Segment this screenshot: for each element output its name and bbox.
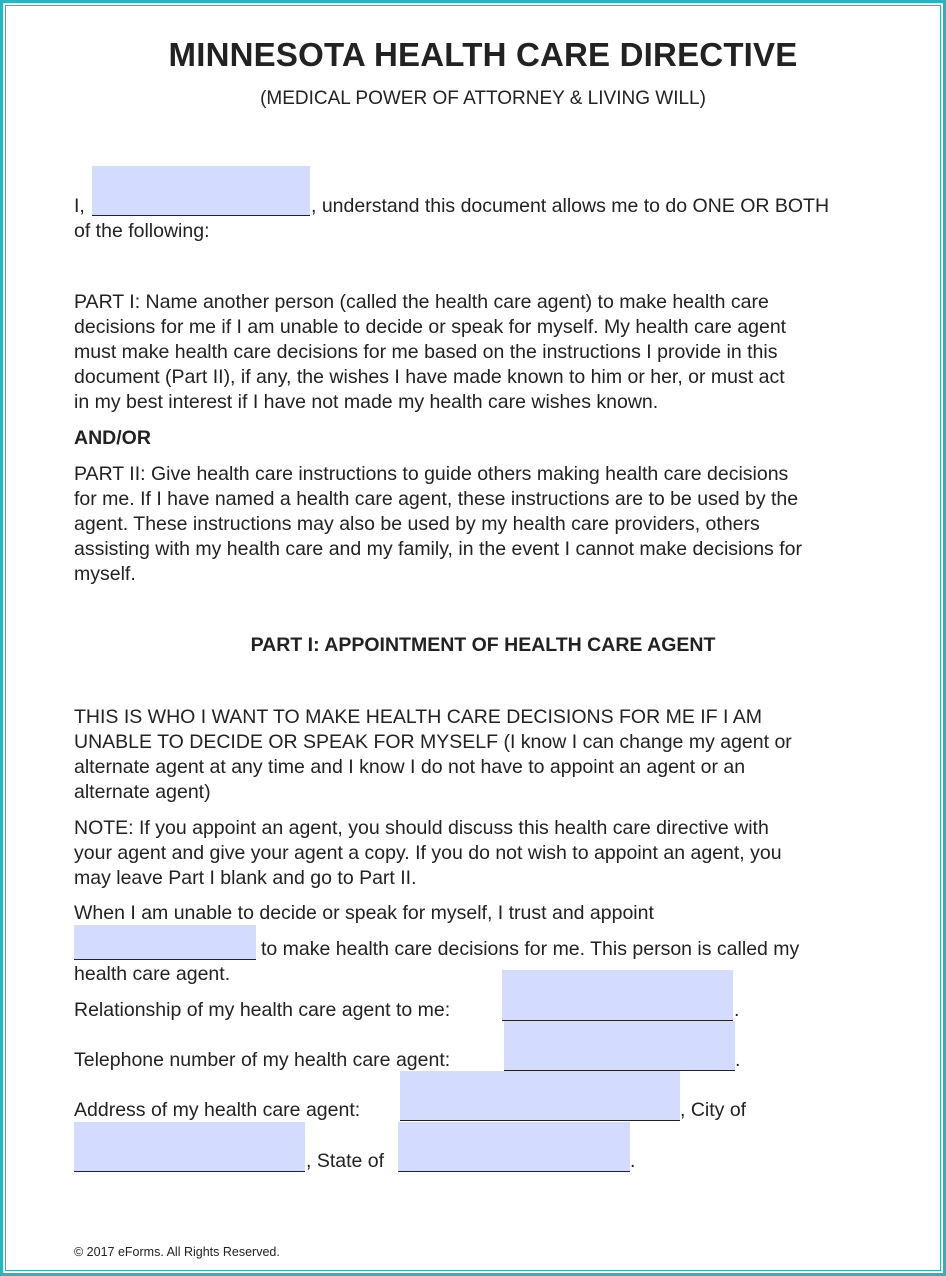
part2-summary-line: myself. [74, 563, 136, 585]
relationship-label: Relationship of my health care agent to me: [74, 999, 451, 1021]
intro-suffix: , understand this document allows me to do ONE OR BOTH [311, 195, 830, 217]
intro-prefix: I, [74, 195, 85, 217]
state-end: . [630, 1150, 636, 1172]
note-paragraph-line: your agent and give your agent a copy. If you do not wish to appoint an agent, you [74, 842, 782, 864]
document-subtitle: (MEDICAL POWER OF ATTORNEY & LIVING WILL) [260, 88, 706, 109]
appoint-after-field: to make health care decisions for me. This person is called my [261, 938, 800, 960]
declarant-name-field[interactable] [92, 166, 310, 216]
part1-summary-line: in my best interest if I have not made my health care wishes known. [74, 391, 659, 413]
address-label: Address of my health care agent: [74, 1099, 361, 1121]
part2-summary-line: agent. These instructions may also be used by my health care providers, others [74, 513, 760, 535]
state-field[interactable] [398, 1122, 630, 1172]
note-paragraph-line: may leave Part I blank and go to Part II. [74, 867, 417, 889]
telephone-end: . [735, 1049, 741, 1071]
part2-summary-line: PART II: Give health care instructions to guide others making health care decisions [74, 463, 789, 485]
part1-summary-line: PART I: Name another person (called the health care agent) to make health care [74, 291, 769, 313]
part2-summary-line: assisting with my health care and my family, in the event I cannot make decisions for [74, 538, 802, 560]
appoint-line3: health care agent. [74, 963, 231, 985]
copyright-footer: © 2017 eForms. All Rights Reserved. [74, 1245, 280, 1259]
state-label: , State of [306, 1150, 385, 1172]
note-paragraph-line: NOTE: If you appoint an agent, you should discuss this health care directive with [74, 817, 769, 839]
part1-summary-line: document (Part II), if any, the wishes I have made known to him or her, or must act [74, 366, 785, 388]
relationship-end: . [734, 999, 740, 1021]
who-paragraph-line: UNABLE TO DECIDE OR SPEAK FOR MYSELF (I know I can change my agent or [74, 731, 792, 753]
document-title: MINNESOTA HEALTH CARE DIRECTIVE [168, 36, 798, 73]
telephone-label: Telephone number of my health care agent: [74, 1049, 451, 1071]
appoint-line: When I am unable to decide or speak for myself, I trust and appoint [74, 902, 654, 924]
part2-summary-line: for me. If I have named a health care agent, these instructions are to be used by the [74, 488, 799, 510]
agent-name-field[interactable] [74, 925, 256, 960]
and-or-label: AND/OR [74, 427, 151, 449]
city-field[interactable] [74, 1122, 305, 1172]
who-paragraph-line: alternate agent) [74, 781, 211, 803]
intro-line2: of the following: [74, 220, 210, 242]
telephone-field[interactable] [504, 1021, 735, 1071]
part1-summary-line: decisions for me if I am unable to decide or speak for myself. My health care agent [74, 316, 787, 338]
who-paragraph-line: alternate agent at any time and I know I do not have to appoint an agent or an [74, 756, 746, 778]
section-heading: PART I: APPOINTMENT OF HEALTH CARE AGENT [250, 634, 716, 656]
address-after: , City of [680, 1099, 747, 1121]
who-paragraph-line: THIS IS WHO I WANT TO MAKE HEALTH CARE DECISIONS FOR ME IF I AM [74, 706, 762, 728]
part1-summary-line: must make health care decisions for me based on the instructions I provide in this [74, 341, 778, 363]
relationship-field[interactable] [502, 970, 733, 1021]
address-field[interactable] [400, 1071, 680, 1121]
